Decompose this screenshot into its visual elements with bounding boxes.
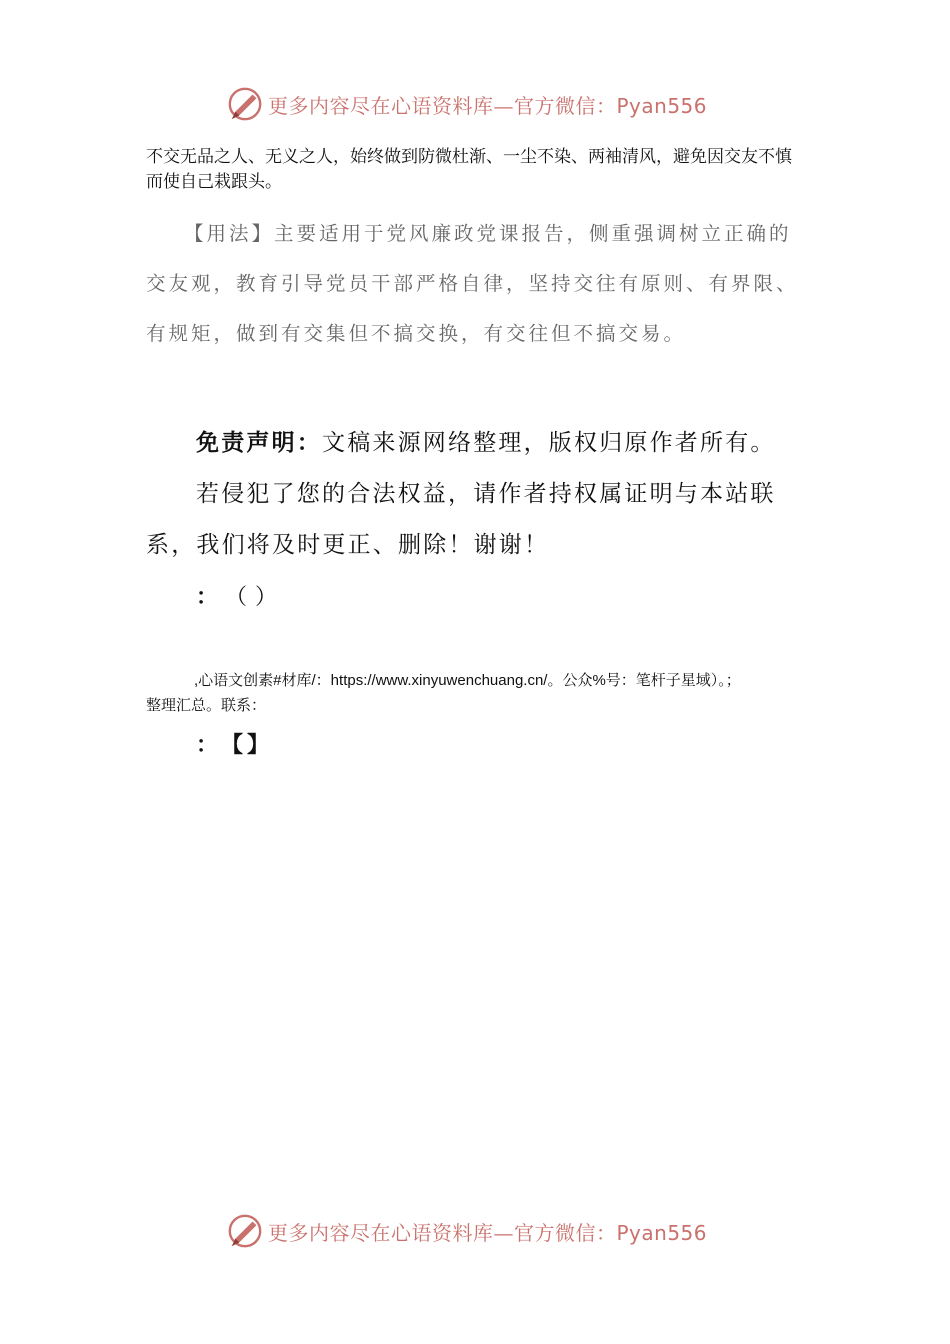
usage-paragraph: 【用法】主要适用于党风廉政党课报告，侧重强调树立正确的交友观，教育引导党员干部严格自律，坚持交往有原则、有界限、有规矩，做到有交集但不搞交换，有交往但不搞交易。 (146, 222, 799, 345)
colon-line-2 (196, 728, 273, 759)
banner-slogan: 更多内容尽在心语资料库—官方微信： (268, 93, 617, 118)
footer-banner (226, 1209, 746, 1253)
body-paragraph: 不交无品之人、无义之人，始终做到防微杜渐、一尘不染、两袖清风，避免因交友不慎而使自己栽跟头。 (146, 147, 792, 192)
disclaimer-line (146, 418, 808, 469)
disclaimer-label: 免责声明： (196, 430, 322, 456)
banner-account: Pyan556 (616, 93, 708, 118)
pen-logo-icon (226, 1212, 264, 1250)
banner-text (268, 90, 707, 119)
colon-mark: ： (196, 733, 219, 758)
disclaimer (146, 418, 808, 571)
source-note-line-2: 整理汇总。联系： (146, 697, 267, 714)
disclaimer-text-2: 若侵犯了您的合法权益，请作者持权属证明与本站联系，我们将及时更正、删除！谢谢！ (146, 481, 776, 558)
empty-brackets: 【】 (232, 733, 274, 758)
empty-parentheses: （） (236, 585, 286, 610)
banner-account: Pyan556 (616, 1220, 708, 1245)
source-note (146, 668, 816, 718)
header-banner (226, 82, 746, 126)
disclaimer-text-1: 文稿来源网络整理，版权归原作者所有。 (322, 430, 776, 456)
banner-slogan: 更多内容尽在心语资料库—官方微信： (268, 1220, 617, 1245)
source-note-line-1: ,心语文创素#材库/：https://www.xinyuwenchuang.cn/。公众%号：笔杆子星域）。； (194, 672, 741, 689)
colon-line-1 (196, 580, 285, 611)
pen-logo-icon (226, 85, 264, 123)
banner-text (268, 1217, 707, 1246)
colon-mark: ： (196, 585, 219, 610)
